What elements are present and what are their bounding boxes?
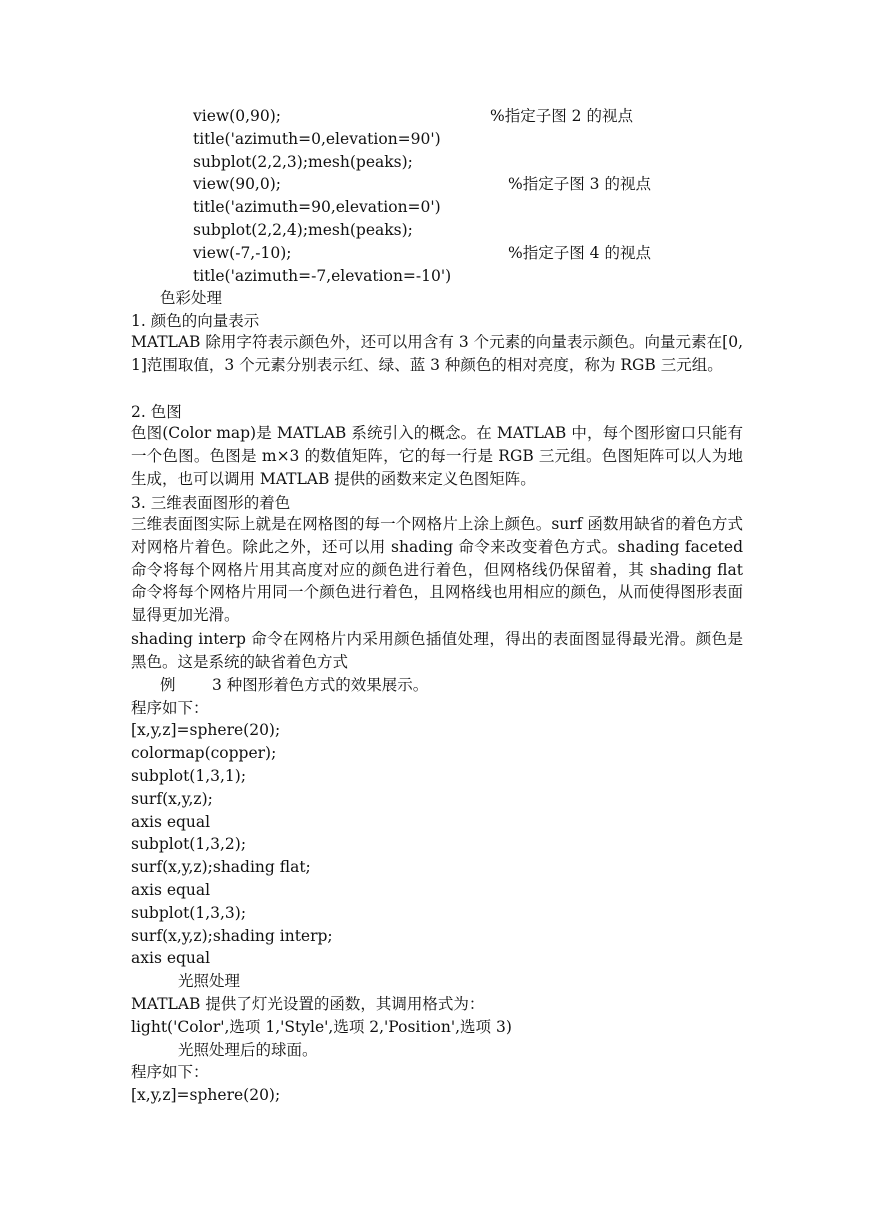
section-body-3b: shading interp 命令在网格片内采用颜色插值处理，得出的表面图显得最光滑。颜色是黑色。这是系统的缺省着色方式 xyxy=(131,630,743,671)
code-line: axis equal xyxy=(131,813,211,831)
code-comment: %指定子图 2 的视点 xyxy=(490,107,633,125)
code-line: subplot(2,2,3);mesh(peaks); xyxy=(193,153,413,171)
code-line: title('azimuth=0,elevation=90') xyxy=(193,130,441,148)
light-intro: MATLAB 提供了灯光设置的函数，其调用格式为： xyxy=(131,995,485,1013)
code-line: colormap(copper); xyxy=(131,744,277,762)
code-line: view(-7,-10); xyxy=(193,244,292,262)
program-label-2: 程序如下： xyxy=(131,1063,209,1081)
code-line: title('azimuth=90,elevation=0') xyxy=(193,198,441,216)
code-line: axis equal xyxy=(131,949,211,967)
code-line: subplot(1,3,3); xyxy=(131,904,247,922)
code-line: subplot(1,3,2); xyxy=(131,835,247,853)
section-body-1: MATLAB 除用字符表示颜色外，还可以用含有 3 个元素的向量表示颜色。向量元素在[0,1]范围取值，3 个元素分别表示红、绿、蓝 3 种颜色的相对亮度，称为 RGB 三元组。 xyxy=(131,333,743,374)
section-body-3: 三维表面图实际上就是在网格图的每一个网格片上涂上颜色。surf 函数用缺省的着色方式对网格片着色。除此之外，还可以用 shading 命令来改变着色方式。shading faceted 命令将每个网格片用其高度对应的颜色进行着色，但网格线仍保留着，其 shading flat 命令将每个网格片用同一个颜色进行着色，且网格线也用相应的颜色，从而使得图形表面显得更加光滑。 xyxy=(131,515,743,624)
code-comment: %指定子图 4 的视点 xyxy=(508,244,651,262)
example-text: 3 种图形着色方式的效果展示。 xyxy=(212,676,429,694)
section-body-2: 色图(Color map)是 MATLAB 系统引入的概念。在 MATLAB 中，每个图形窗口只能有一个色图。色图是 m×3 的数值矩阵，它的每一行是 RGB 三元组。色图矩阵可以人为地生成，也可以调用 MATLAB 提供的函数来定义色图矩阵。 xyxy=(131,424,743,488)
code-line: [x,y,z]=sphere(20); xyxy=(131,721,281,739)
light-example: 光照处理后的球面。 xyxy=(178,1041,318,1059)
section-title-2: 2. 色图 xyxy=(131,403,182,421)
code-line: [x,y,z]=sphere(20); xyxy=(131,1086,281,1104)
code-line: view(0,90); xyxy=(193,107,281,125)
program-label: 程序如下： xyxy=(131,699,209,717)
code-comment: %指定子图 3 的视点 xyxy=(508,175,651,193)
example-label: 例 xyxy=(160,676,176,694)
code-line: subplot(1,3,1); xyxy=(131,767,247,785)
code-line: surf(x,y,z);shading interp; xyxy=(131,927,333,945)
section-heading-color: 色彩处理 xyxy=(160,289,223,307)
code-line: subplot(2,2,4);mesh(peaks); xyxy=(193,221,413,239)
code-line: axis equal xyxy=(131,881,211,899)
section-title-1: 1. 颜色的向量表示 xyxy=(131,312,260,330)
light-syntax: light('Color',选项 1,'Style',选项 2,'Position',选项 3) xyxy=(131,1018,512,1036)
section-title-3: 3. 三维表面图形的着色 xyxy=(131,494,291,512)
code-line: surf(x,y,z); xyxy=(131,790,213,808)
code-line: view(90,0); xyxy=(193,175,281,193)
section-heading-light: 光照处理 xyxy=(178,972,241,990)
code-line: surf(x,y,z);shading flat; xyxy=(131,858,311,876)
code-line: title('azimuth=-7,elevation=-10') xyxy=(193,267,452,285)
